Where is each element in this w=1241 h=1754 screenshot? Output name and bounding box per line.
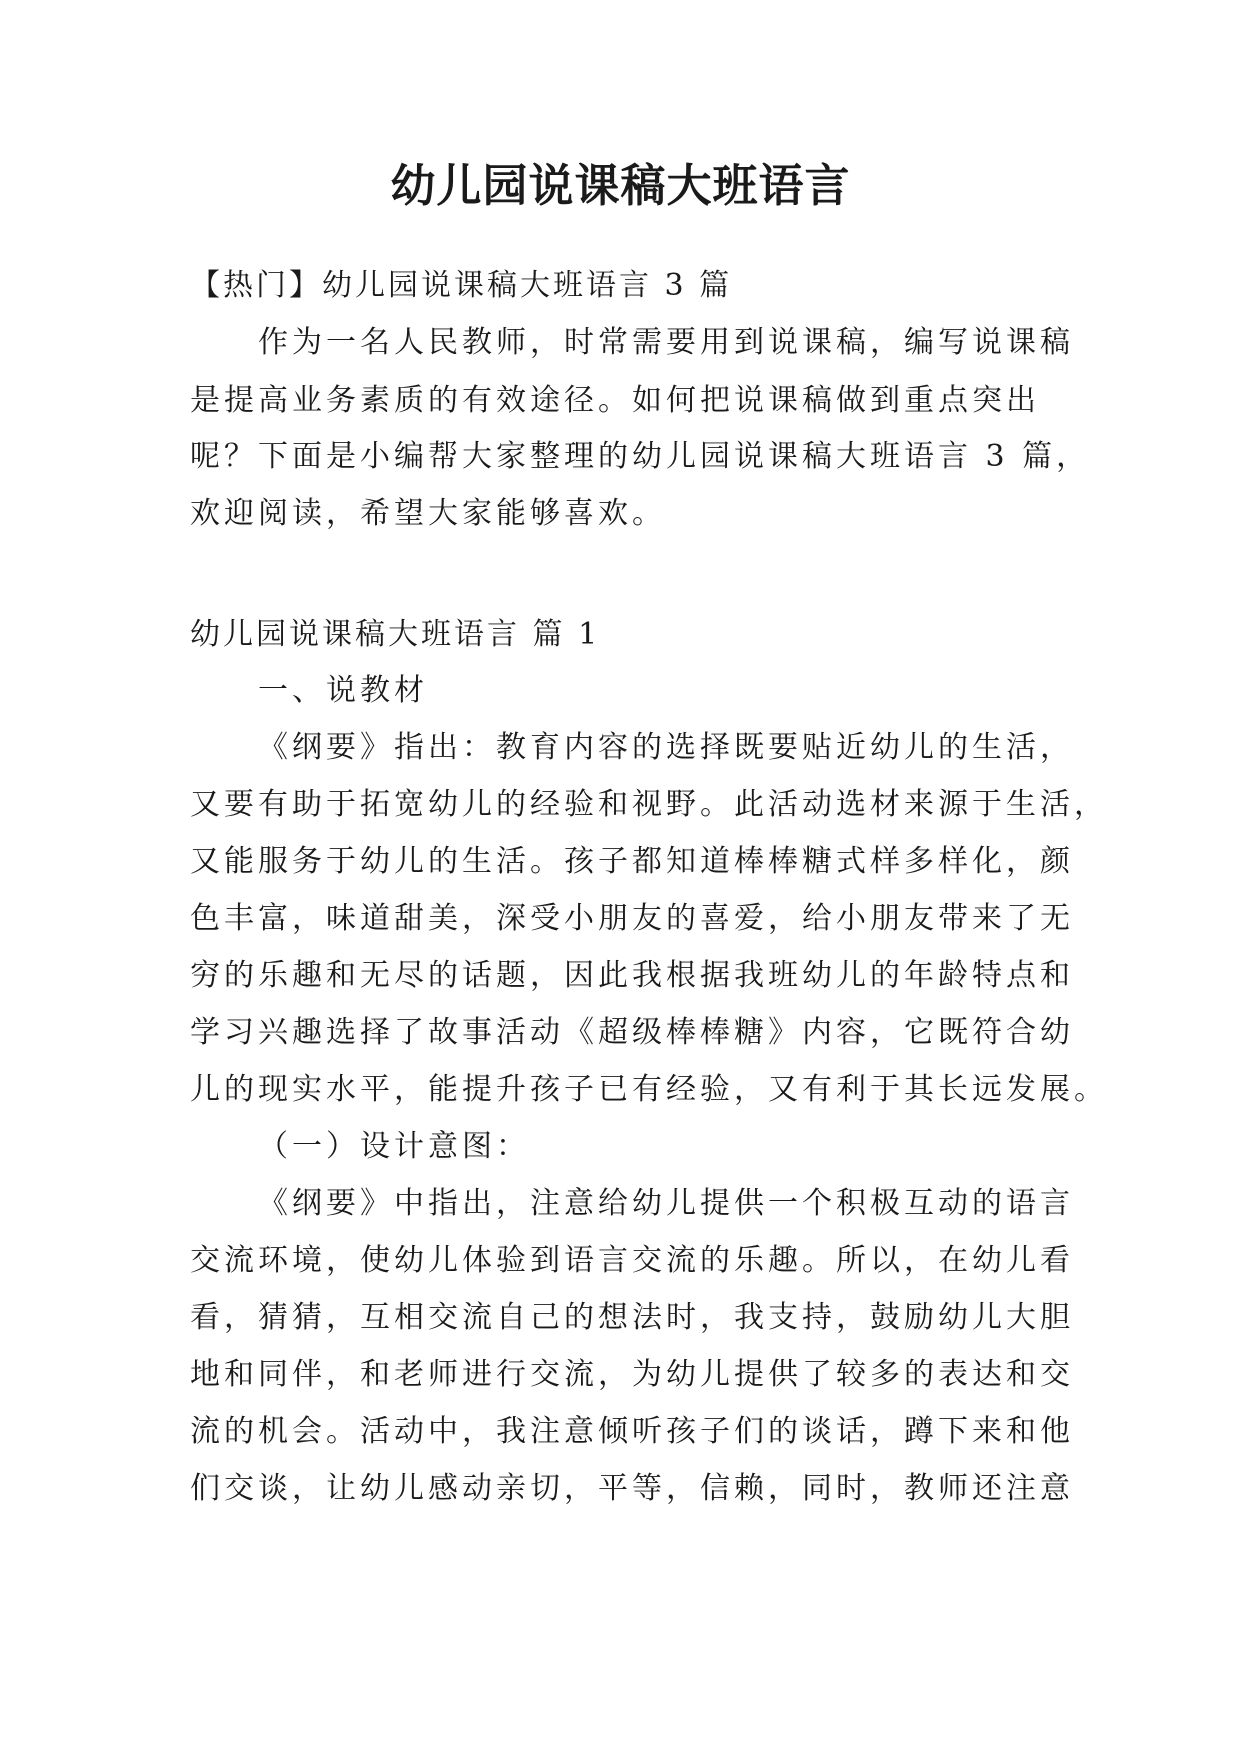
paragraph-line: 又能服务于幼儿的生活。孩子都知道棒棒糖式样多样化，颜 xyxy=(190,844,1074,879)
paragraph-line: 地和同伴，和老师进行交流，为幼儿提供了较多的表达和交 xyxy=(190,1357,1074,1392)
subsection-heading: 一、说教材 xyxy=(258,673,428,708)
subsection-heading: （一）设计意图： xyxy=(258,1129,530,1164)
paragraph-line: 穷的乐趣和无尽的话题，因此我根据我班幼儿的年龄特点和 xyxy=(190,958,1074,993)
paragraph-line: 作为一名人民教师，时常需要用到说课稿，编写说课稿 xyxy=(258,325,1074,360)
paragraph-line: 色丰富，味道甜美，深受小朋友的喜爱，给小朋友带来了无 xyxy=(190,901,1074,936)
paragraph-line: 《纲要》中指出，注意给幼儿提供一个积极互动的语言 xyxy=(258,1186,1074,1221)
paragraph-line: 看，猜猜，互相交流自己的想法时，我支持，鼓励幼儿大胆 xyxy=(190,1300,1074,1335)
paragraph-line: 交流环境，使幼儿体验到语言交流的乐趣。所以，在幼儿看 xyxy=(190,1243,1074,1278)
paragraph-line: 是提高业务素质的有效途径。如何把说课稿做到重点突出 xyxy=(190,383,1040,418)
paragraph-line: 欢迎阅读，希望大家能够喜欢。 xyxy=(190,496,666,531)
paragraph-line: 流的机会。活动中，我注意倾听孩子们的谈话，蹲下来和他 xyxy=(190,1414,1074,1449)
paragraph-line: 们交谈，让幼儿感动亲切，平等，信赖，同时，教师还注意 xyxy=(190,1471,1074,1506)
paragraph-line: 学习兴趣选择了故事活动《超级棒棒糖》内容，它既符合幼 xyxy=(190,1015,1074,1050)
paragraph-line: 又要有助于拓宽幼儿的经验和视野。此活动选材来源于生活， xyxy=(190,787,1108,822)
paragraph-line: 儿的现实水平，能提升孩子已有经验，又有利于其长远发展。 xyxy=(190,1072,1108,1107)
paragraph-line: 呢？下面是小编帮大家整理的幼儿园说课稿大班语言 3 篇， xyxy=(190,439,1091,474)
intro-heading: 【热门】幼儿园说课稿大班语言 3 篇 xyxy=(190,268,733,303)
section-heading: 幼儿园说课稿大班语言 篇 1 xyxy=(190,617,601,652)
document-title: 幼儿园说课稿大班语言 xyxy=(390,159,851,212)
paragraph-line: 《纲要》指出：教育内容的选择既要贴近幼儿的生活， xyxy=(258,730,1074,765)
